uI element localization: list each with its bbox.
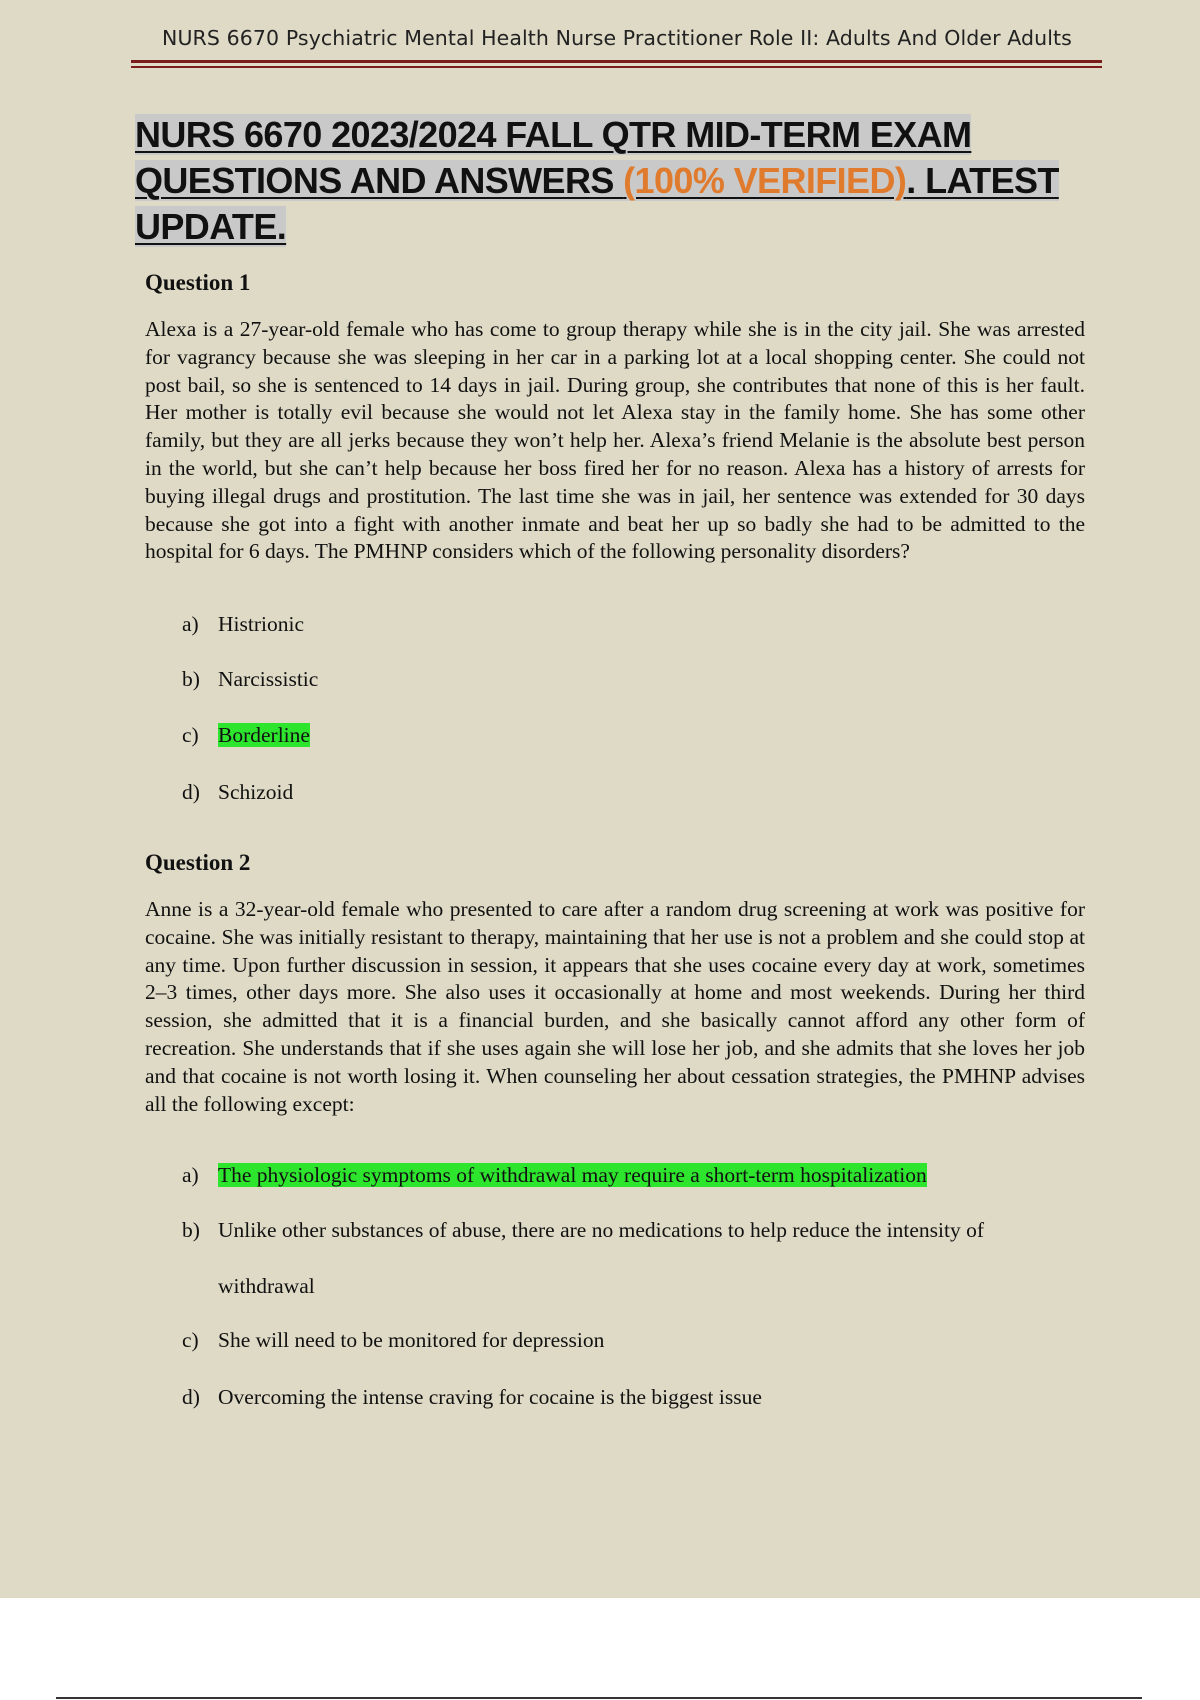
title-main-text: NURS 6670 2023/2024 FALL QTR MID-TERM EXAM QUESTIONS AND ANSWERS: [135, 114, 972, 201]
option-letter: b): [182, 667, 200, 691]
answer-option[interactable]: [182, 612, 304, 637]
option-letter: a): [182, 1163, 199, 1187]
answer-option-correct[interactable]: [182, 723, 310, 748]
header-rule-secondary: [131, 66, 1102, 68]
answer-option[interactable]: [182, 667, 318, 692]
footer-rule: [56, 1697, 1142, 1699]
answer-option[interactable]: [182, 1218, 984, 1243]
option-letter: a): [182, 612, 199, 636]
option-letter: b): [182, 1218, 200, 1242]
answer-option[interactable]: [182, 1328, 604, 1353]
question-text: Anne is a 32-year-old female who presented to care after a random drug screening at work was positive for cocaine. She was initially resistant to therapy, maintaining that her use is not a problem and she could stop at any time. Upon further discussion in session, it appears that she uses cocaine every day at work, sometimes 2–3 times, other days more. She also uses it occasionally at home and most weekends. During her third session, she admitted that it is a financial burden, and she basically cannot afford any other form of recreation. She understands that if she uses again she will lose her job, and she admits that she loves her job and that cocaine is not worth losing it. When counseling her about cessation strategies, the PMHNP advises all the following except:: [145, 897, 1085, 1116]
option-text: Histrionic: [218, 612, 304, 636]
correct-answer-highlight: The physiologic symptoms of withdrawal may require a short-term hospitalization: [218, 1163, 927, 1187]
answer-option[interactable]: [182, 1385, 762, 1410]
option-letter: d): [182, 1385, 200, 1409]
answer-option[interactable]: [182, 780, 293, 805]
option-letter: c): [182, 1328, 199, 1352]
question-heading: Question 1: [145, 270, 251, 295]
question-text: Alexa is a 27-year-old female who has come to group therapy while she is in the city jail. She was arrested for vagrancy because she was sleeping in her car in a parking lot at a local shopping center. She could not post bail, so she is sentenced to 14 days in jail. During group, she contributes that none of this is her fault. Her mother is totally evil because she would not let Alexa stay in the family home. She has some other family, but they are all jerks because they won’t help her. Alexa’s friend Melanie is the absolute best person in the world, but she can’t help because her boss fired her for no reason. Alexa has a history of arrests for buying illegal drugs and prostitution. The last time she was in jail, her sentence was extended for 30 days because she got into a fight with another inmate and beat her up so badly she had to be admitted to the hospital for 6 days. The PMHNP considers which of the following personality disorders?: [145, 317, 1085, 564]
document-title: [135, 112, 1105, 250]
option-text-continuation: withdrawal: [218, 1274, 315, 1298]
option-letter: d): [182, 780, 200, 804]
option-text: Narcissistic: [218, 667, 319, 691]
option-text: She will need to be monitored for depression: [218, 1328, 605, 1352]
option-text: Schizoid: [218, 780, 294, 804]
title-highlight: [135, 114, 1059, 247]
option-text: Unlike other substances of abuse, there are no medications to help reduce the intensity of: [218, 1218, 984, 1242]
question-heading: Question 2: [145, 850, 251, 875]
title-update-text: . LATEST UPDATE.: [135, 160, 1059, 247]
answer-option-correct[interactable]: [182, 1163, 927, 1188]
correct-answer-highlight: Borderline: [218, 723, 310, 747]
running-header: NURS 6670 Psychiatric Mental Health Nurse Practitioner Role II: Adults And Older Adults: [162, 26, 1072, 50]
option-text: Overcoming the intense craving for cocaine is the biggest issue: [218, 1385, 762, 1409]
header-rule: [131, 60, 1102, 63]
title-verified-badge: (100% VERIFIED): [623, 160, 907, 201]
option-letter: c): [182, 723, 199, 747]
